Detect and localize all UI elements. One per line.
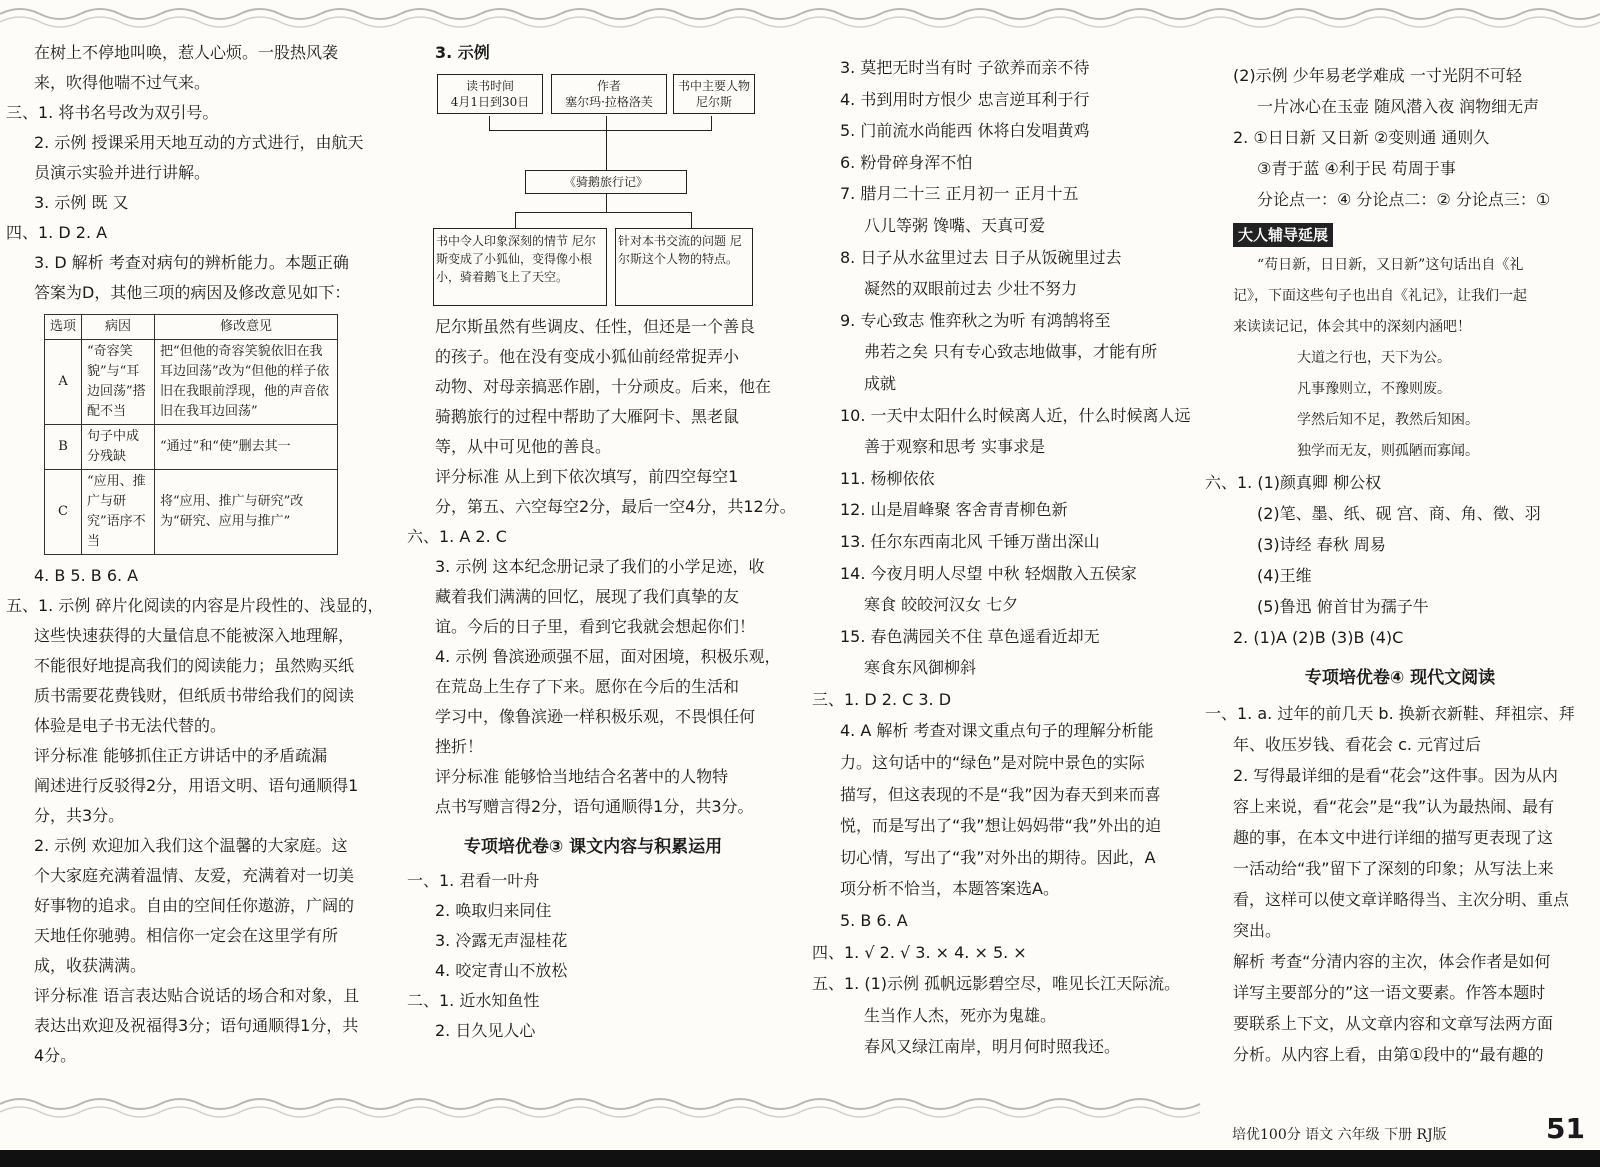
text-line: 7. 腊月二十三 正月初一 正月十五 bbox=[840, 184, 1079, 204]
page-number: 51 bbox=[1546, 1112, 1585, 1145]
text-line: (2)示例 少年易老学难成 一寸光阴不可轻 bbox=[1233, 66, 1522, 85]
table-header: 病因 bbox=[82, 315, 155, 340]
text-line: 三、1. 将书名号改为双引号。 bbox=[6, 103, 219, 122]
column-4 bbox=[1205, 60, 1595, 1070]
box-label: 书中主要人物 bbox=[677, 79, 750, 93]
text-line: 描写，但这表现的不是“我”因为春天到来而喜 bbox=[840, 784, 1161, 804]
box-value: 4月1日到30日 bbox=[450, 95, 530, 109]
text-line: 谊。今后的日子里，看到它我就会想起你们！ bbox=[435, 617, 756, 636]
text-line: 评分标准 能够抓住正方讲话中的矛盾疏漏 bbox=[34, 746, 328, 765]
text-line: 项分析不恰当，本题答案选A。 bbox=[840, 879, 1059, 899]
text-line: 6. 粉骨碎身浑不怕 bbox=[840, 152, 973, 172]
text-line: 四、1. √ 2. √ 3. × 4. × 5. × bbox=[812, 942, 1027, 962]
text-line: 3. 莫把无时当有时 子欲养而亲不待 bbox=[840, 58, 1090, 77]
text-line: 个大家庭充满着温情、友爱，充满着对一切美 bbox=[34, 866, 355, 885]
text-line: 点书写赠言得2分，语句通顺得1分，共3分。 bbox=[435, 797, 754, 816]
text-line: 三、1. D 2. C 3. D bbox=[812, 689, 952, 709]
text-line: 看，这样可以使文章详略得当、主次分明、重点 bbox=[1233, 890, 1570, 909]
text-line: 4. A 解析 考查对课文重点句子的理解分析能 bbox=[840, 721, 1154, 741]
text-line: 12. 山是眉峰聚 客舍青青柳色新 bbox=[840, 500, 1068, 520]
text-line: (2)笔、墨、纸、砚 宫、商、角、徵、羽 bbox=[1257, 504, 1541, 523]
text-line: 一、1. 君看一叶舟 bbox=[407, 871, 540, 890]
revision-table bbox=[44, 314, 338, 555]
text-line: 3. 示例 这本纪念册记录了我们的小学足迹，收 bbox=[435, 557, 765, 576]
table-cell: A bbox=[45, 340, 82, 425]
text-line: 2. 唤取归来同住 bbox=[435, 901, 552, 920]
text-line: 寒食东风御柳斜 bbox=[864, 658, 977, 678]
text-line: 五、1. 示例 碎片化阅读的内容是片段性的、浅显的， bbox=[6, 596, 384, 615]
text-line: 六、1. A 2. C bbox=[407, 527, 507, 546]
text-line: 4. 咬定青山不放松 bbox=[435, 961, 568, 980]
text-line: 寒食 皎皎河汉女 七夕 bbox=[864, 595, 1019, 615]
text-line: 质书需要花费钱财，但纸质书带给我们的阅读 bbox=[34, 686, 355, 705]
bottom-wave-border bbox=[0, 1088, 1600, 1128]
text-line: 2. 写得最详细的是看“花会”这件事。因为从内 bbox=[1233, 766, 1558, 785]
text-line: 年、收压岁钱、看花会 c. 元宵过后 bbox=[1233, 735, 1482, 754]
text-line: 春风又绿江南岸，明月何时照我还。 bbox=[864, 1037, 1121, 1057]
text-line: 解析 考查“分清内容的主次，体会作者是如何 bbox=[1233, 952, 1551, 971]
text-line: 2. 日久见人心 bbox=[435, 1021, 536, 1040]
text-line: 来读读记记，体会其中的深刻内涵吧！ bbox=[1233, 319, 1471, 335]
text-line: 详写主要部分的”这一语文要素。作答本题时 bbox=[1233, 983, 1546, 1002]
text-line: 员演示实验并进行讲解。 bbox=[34, 163, 211, 182]
text-line: 尼尔斯虽然有些调皮、任性，但还是一个善良 bbox=[435, 317, 756, 336]
text-line: 来，吹得他喘不过气来。 bbox=[34, 73, 211, 92]
text-line: 4分。 bbox=[34, 1046, 77, 1065]
text-line: 在树上不停地叫唤，惹人心烦。一股热风袭 bbox=[34, 43, 339, 62]
text-line: 善于观察和思考 实事求是 bbox=[864, 437, 1046, 457]
text-line: 8. 日子从水盆里过去 日子从饭碗里过去 bbox=[840, 247, 1122, 267]
table-cell: B bbox=[45, 425, 82, 470]
text-line: 四、1. D 2. A bbox=[6, 223, 108, 242]
text-line: 力。这句话中的“绿色”是对院中景色的实际 bbox=[840, 753, 1145, 773]
column-2 bbox=[407, 38, 796, 1046]
text-line: 2. 示例 授课采用天地互动的方式进行，由航天 bbox=[34, 133, 364, 152]
quote-line: 学然后知不足，教然后知困。 bbox=[1297, 412, 1479, 428]
text-line: 凝然的双眼前过去 少壮不努力 bbox=[864, 279, 1078, 299]
discussion-question-box: 针对本书交流的问题 尼尔斯这个人物的特点。 bbox=[615, 228, 753, 306]
text-line: 趣的事，在本文中进行详细的描写更表现了这 bbox=[1233, 828, 1554, 847]
text-line: 一、1. a. 过年的前几天 b. 换新衣新鞋、拜祖宗、拜 bbox=[1205, 704, 1575, 723]
text-line: 评分标准 从上到下依次填写，前四空每空1 bbox=[435, 467, 739, 486]
text-line: 评分标准 能够恰当地结合名著中的人物特 bbox=[435, 767, 729, 786]
text-line: 的孩子。他在没有变成小狐仙前经常捉弄小 bbox=[435, 347, 740, 366]
text-line: 一活动给“我”留下了深刻的印象；从写法上来 bbox=[1233, 859, 1554, 878]
table-cell: 句子中成分残缺 bbox=[82, 425, 155, 470]
box-value: 尼尔斯 bbox=[695, 95, 732, 109]
text-line: 阐述进行反驳得2分，用语文明、语句通顺得1 bbox=[34, 776, 359, 795]
text-line: 4. B 5. B 6. A bbox=[34, 566, 139, 585]
text-line: (5)鲁迅 俯首甘为孺子牛 bbox=[1257, 597, 1429, 616]
text-line: 3. D 解析 考查对病句的辨析能力。本题正确 bbox=[34, 253, 349, 272]
text-line: 3. 示例 既 又 bbox=[34, 193, 129, 212]
box-value: 塞尔玛·拉格洛芙 bbox=[565, 95, 653, 109]
text-line: 3. 示例 bbox=[435, 43, 490, 62]
author-box bbox=[551, 74, 667, 114]
text-line: 记》，下面这些句子也出自《礼记》，让我们一起 bbox=[1233, 288, 1527, 304]
text-line: 要联系上下文，从文章内容和文章写法两方面 bbox=[1233, 1014, 1554, 1033]
quote-line: 大道之行也，天下为公。 bbox=[1297, 350, 1451, 366]
text-line: 3. 冷露无声湿桂花 bbox=[435, 931, 568, 950]
text-line: 二、1. 近水知鱼性 bbox=[407, 991, 540, 1010]
table-cell: “通过”和“使”删去其一 bbox=[155, 425, 338, 470]
text-line: 突出。 bbox=[1233, 921, 1282, 940]
text-line: 动物、对母亲搞恶作剧，十分顽皮。后来，他在 bbox=[435, 377, 772, 396]
character-box bbox=[673, 74, 755, 114]
text-line: 分，共3分。 bbox=[34, 806, 125, 825]
table-header: 修改意见 bbox=[155, 315, 338, 340]
column-1 bbox=[6, 38, 384, 1071]
quote-line: 凡事豫则立，不豫则废。 bbox=[1297, 381, 1451, 397]
text-line: 14. 今夜月明人尽望 中秋 轻烟散入五侯家 bbox=[840, 563, 1137, 583]
text-line: 藏着我们满满的回忆，展现了我们真挚的友 bbox=[435, 587, 740, 606]
text-line: ③青于蓝 ④利于民 苟周于事 bbox=[1257, 159, 1456, 178]
text-line: 2. (1)A (2)B (3)B (4)C bbox=[1233, 628, 1404, 647]
text-line: 五、1. (1)示例 孤帆远影碧空尽，唯见长江天际流。 bbox=[812, 974, 1181, 994]
table-cell: “奇容笑貌”与“耳边回荡”搭配不当 bbox=[82, 340, 155, 425]
text-line: 9. 专心致志 惟弈秋之为听 有鸿鹄将至 bbox=[840, 310, 1111, 330]
box-label: 读书时间 bbox=[465, 79, 514, 93]
text-line: 一片冰心在玉壶 随风潜入夜 润物细无声 bbox=[1257, 97, 1540, 116]
page-footer: 培优100分 语文 六年级 下册 RJ版 bbox=[1232, 1127, 1447, 1143]
text-line: 天地任你驰骋。相信你一定会在这里学有所 bbox=[34, 926, 339, 945]
text-line: 评分标准 语言表达贴合说话的场合和对象，且 bbox=[34, 986, 360, 1005]
scan-edge bbox=[0, 1150, 1600, 1167]
table-row bbox=[45, 425, 338, 470]
text-line: “苟日新，日日新，又日新”这句话出自《礼 bbox=[1257, 257, 1524, 273]
text-line: 2. ①日日新 又日新 ②变则通 通则久 bbox=[1233, 128, 1490, 147]
text-line: 在荒岛上生存了下来。愿你在今后的生活和 bbox=[435, 677, 740, 696]
table-cell: 将“应用、推广与研究”改为“研究、应用与推广” bbox=[155, 470, 338, 555]
text-line: 等，从中可见他的善良。 bbox=[435, 437, 612, 456]
memorable-plot-box: 书中令人印象深刻的情节 尼尔斯变成了小狐仙，变得像小根小，骑着鹅飞上了天空。 bbox=[433, 228, 607, 306]
text-line: 分论点一：④ 分论点二：② 分论点三：① bbox=[1257, 190, 1551, 209]
text-line: 分析。从内容上看，由第①段中的“最有趣的 bbox=[1233, 1045, 1544, 1064]
text-line: 分，第五、六空每空2分，最后一空4分，共12分。 bbox=[435, 497, 796, 516]
text-line: 不能很好地提高我们的阅读能力；虽然购买纸 bbox=[34, 656, 355, 675]
text-line: 4. 书到用时方恨少 忠言逆耳利于行 bbox=[840, 89, 1090, 109]
text-line: 骑鹅旅行的过程中帮助了大雁阿卡、黑老鼠 bbox=[435, 407, 740, 426]
section-4-title: 专项培优卷④ 现代文阅读 bbox=[1304, 668, 1496, 688]
text-line: 悦，而是写出了“我”想让妈妈带“我”外出的迫 bbox=[840, 816, 1162, 836]
top-wave-border bbox=[0, 0, 1600, 40]
quote-line: 独学而无友，则孤陋而寡闻。 bbox=[1297, 443, 1479, 459]
text-line: 13. 任尔东西南北风 千锤万凿出深山 bbox=[840, 531, 1100, 551]
text-line: (4)王维 bbox=[1257, 566, 1312, 585]
tutor-extension-badge: 大人辅导延展 bbox=[1233, 223, 1333, 247]
text-line: 2. 示例 欢迎加入我们这个温馨的大家庭。这 bbox=[34, 836, 348, 855]
text-line: 成就 bbox=[864, 373, 897, 393]
text-line: 切心情，写出了“我”对外出的期待。因此，A bbox=[840, 847, 1156, 867]
text-line: 学习中，像鲁滨逊一样积极乐观，不畏惧任何 bbox=[435, 707, 756, 726]
text-line: 5. B 6. A bbox=[840, 911, 908, 931]
text-line: 体验是电子书无法代替的。 bbox=[34, 716, 227, 735]
text-line: 5. 门前流水尚能西 休将白发唱黄鸡 bbox=[840, 121, 1090, 141]
text-line: 生当作人杰，死亦为鬼雄。 bbox=[864, 1005, 1057, 1025]
text-line: 成，收获满满。 bbox=[34, 956, 147, 975]
table-cell: “应用、推广与研究”语序不当 bbox=[82, 470, 155, 555]
text-line: 10. 一天中太阳什么时候离人近，什么时候离人远 bbox=[840, 405, 1191, 425]
text-line: (3)诗经 春秋 周易 bbox=[1257, 535, 1386, 554]
text-line: 六、1. (1)颜真卿 柳公权 bbox=[1205, 473, 1382, 492]
reading-time-box bbox=[437, 74, 543, 114]
book-title-box: 《骑鹅旅行记》 bbox=[525, 170, 687, 194]
table-cell: 把“但他的奇容笑貌依旧在我耳边回荡”改为“但他的样子依旧在我眼前浮现，他的声音依旧在我耳边回荡” bbox=[155, 340, 338, 425]
text-line: 这些快速获得的大量信息不能被深入地理解， bbox=[34, 626, 355, 645]
table-cell: C bbox=[45, 470, 82, 555]
text-line: 4. 示例 鲁滨逊顽强不屈，面对困境，积极乐观， bbox=[435, 647, 781, 666]
section-3-title: 专项培优卷③ 课文内容与积累运用 bbox=[463, 837, 723, 857]
text-line: 弗若之矣 只有专心致志地做事，才能有所 bbox=[864, 342, 1158, 362]
column-3 bbox=[812, 52, 1197, 1063]
table-row bbox=[45, 340, 338, 425]
text-line: 八儿等粥 馋嘴、天真可爱 bbox=[864, 215, 1046, 235]
text-line: 11. 杨柳依依 bbox=[840, 468, 935, 488]
text-line: 挫折！ bbox=[435, 737, 484, 756]
text-line: 容上来说，看“花会”是“我”认为最热闹、最有 bbox=[1233, 797, 1555, 816]
text-line: 好事物的追求。自由的空间任你遨游，广阔的 bbox=[34, 896, 355, 915]
reading-card-diagram bbox=[433, 70, 753, 308]
table-header: 选项 bbox=[45, 315, 82, 340]
table-row bbox=[45, 470, 338, 555]
text-line: 15. 春色满园关不住 草色遥看近却无 bbox=[840, 626, 1100, 646]
text-line: 表达出欢迎及祝福得3分；语句通顺得1分，共 bbox=[34, 1016, 359, 1035]
box-label: 作者 bbox=[596, 79, 621, 93]
text-line: 答案为D，其他三项的病因及修改意见如下： bbox=[34, 283, 351, 302]
